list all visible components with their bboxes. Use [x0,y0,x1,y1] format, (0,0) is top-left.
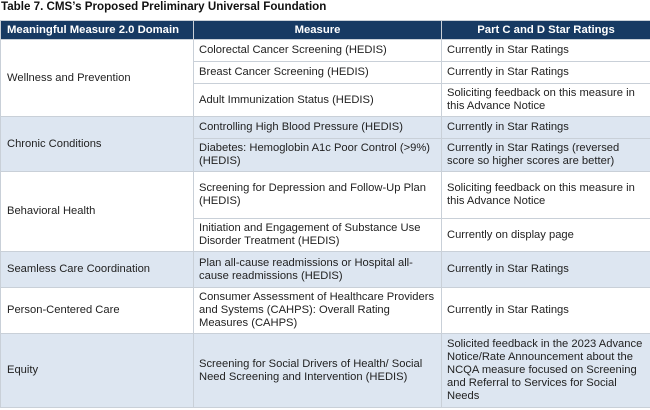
measure-cell: Screening for Social Drivers of Health/ Social Need Screening and Intervention (HEDIS) [194,334,442,408]
measure-cell: Initiation and Engagement of Substance Use Disorder Treatment (HEDIS) [194,219,442,252]
star-rating-cell: Soliciting feedback on this measure in this Advance Notice [442,84,650,117]
measure-cell: Consumer Assessment of Healthcare Providers and Systems (CAHPS): Overall Rating Measures (CAHPS) [194,288,442,334]
measure-column-header: Measure [194,21,442,40]
star-rating-cell: Solicited feedback in the 2023 Advance Notice/Rate Announcement about the NCQA measure focused on Screening and Referral to Services for Social Needs [442,334,650,408]
domain-cell: Equity [1,334,194,408]
table-row [1,117,650,139]
measure-cell: Controlling High Blood Pressure (HEDIS) [194,117,442,139]
table-row [1,334,650,408]
star-rating-cell: Currently in Star Ratings [442,252,650,288]
measure-cell: Diabetes: Hemoglobin A1c Poor Control (>9%) (HEDIS) [194,139,442,172]
star-ratings-column-header: Part C and D Star Ratings [442,21,650,40]
star-rating-cell: Currently in Star Ratings (reversed score so higher scores are better) [442,139,650,172]
domain-cell: Person-Centered Care [1,288,194,334]
table-row [1,172,650,219]
star-rating-cell: Currently in Star Ratings [442,117,650,139]
star-rating-cell: Soliciting feedback on this measure in this Advance Notice [442,172,650,219]
table-row [1,40,650,62]
header-row [1,21,650,40]
domain-cell: Seamless Care Coordination [1,252,194,288]
table-row [1,252,650,288]
star-rating-cell: Currently in Star Ratings [442,62,650,84]
domain-cell: Behavioral Health [1,172,194,252]
star-rating-cell: Currently in Star Ratings [442,40,650,62]
domain-cell: Chronic Conditions [1,117,194,172]
table-row [1,288,650,334]
measure-cell: Breast Cancer Screening (HEDIS) [194,62,442,84]
universal-foundation-table [0,20,650,408]
domain-column-header: Meaningful Measure 2.0 Domain [1,21,194,40]
table-title: Table 7. CMS’s Proposed Preliminary Universal Foundation [1,0,327,13]
star-rating-cell: Currently in Star Ratings [442,288,650,334]
measure-cell: Adult Immunization Status (HEDIS) [194,84,442,117]
star-rating-cell: Currently on display page [442,219,650,252]
measure-cell: Plan all-cause readmissions or Hospital all-cause readmissions (HEDIS) [194,252,442,288]
measure-cell: Colorectal Cancer Screening (HEDIS) [194,40,442,62]
measure-cell: Screening for Depression and Follow-Up Plan (HEDIS) [194,172,442,219]
domain-cell: Wellness and Prevention [1,40,194,117]
